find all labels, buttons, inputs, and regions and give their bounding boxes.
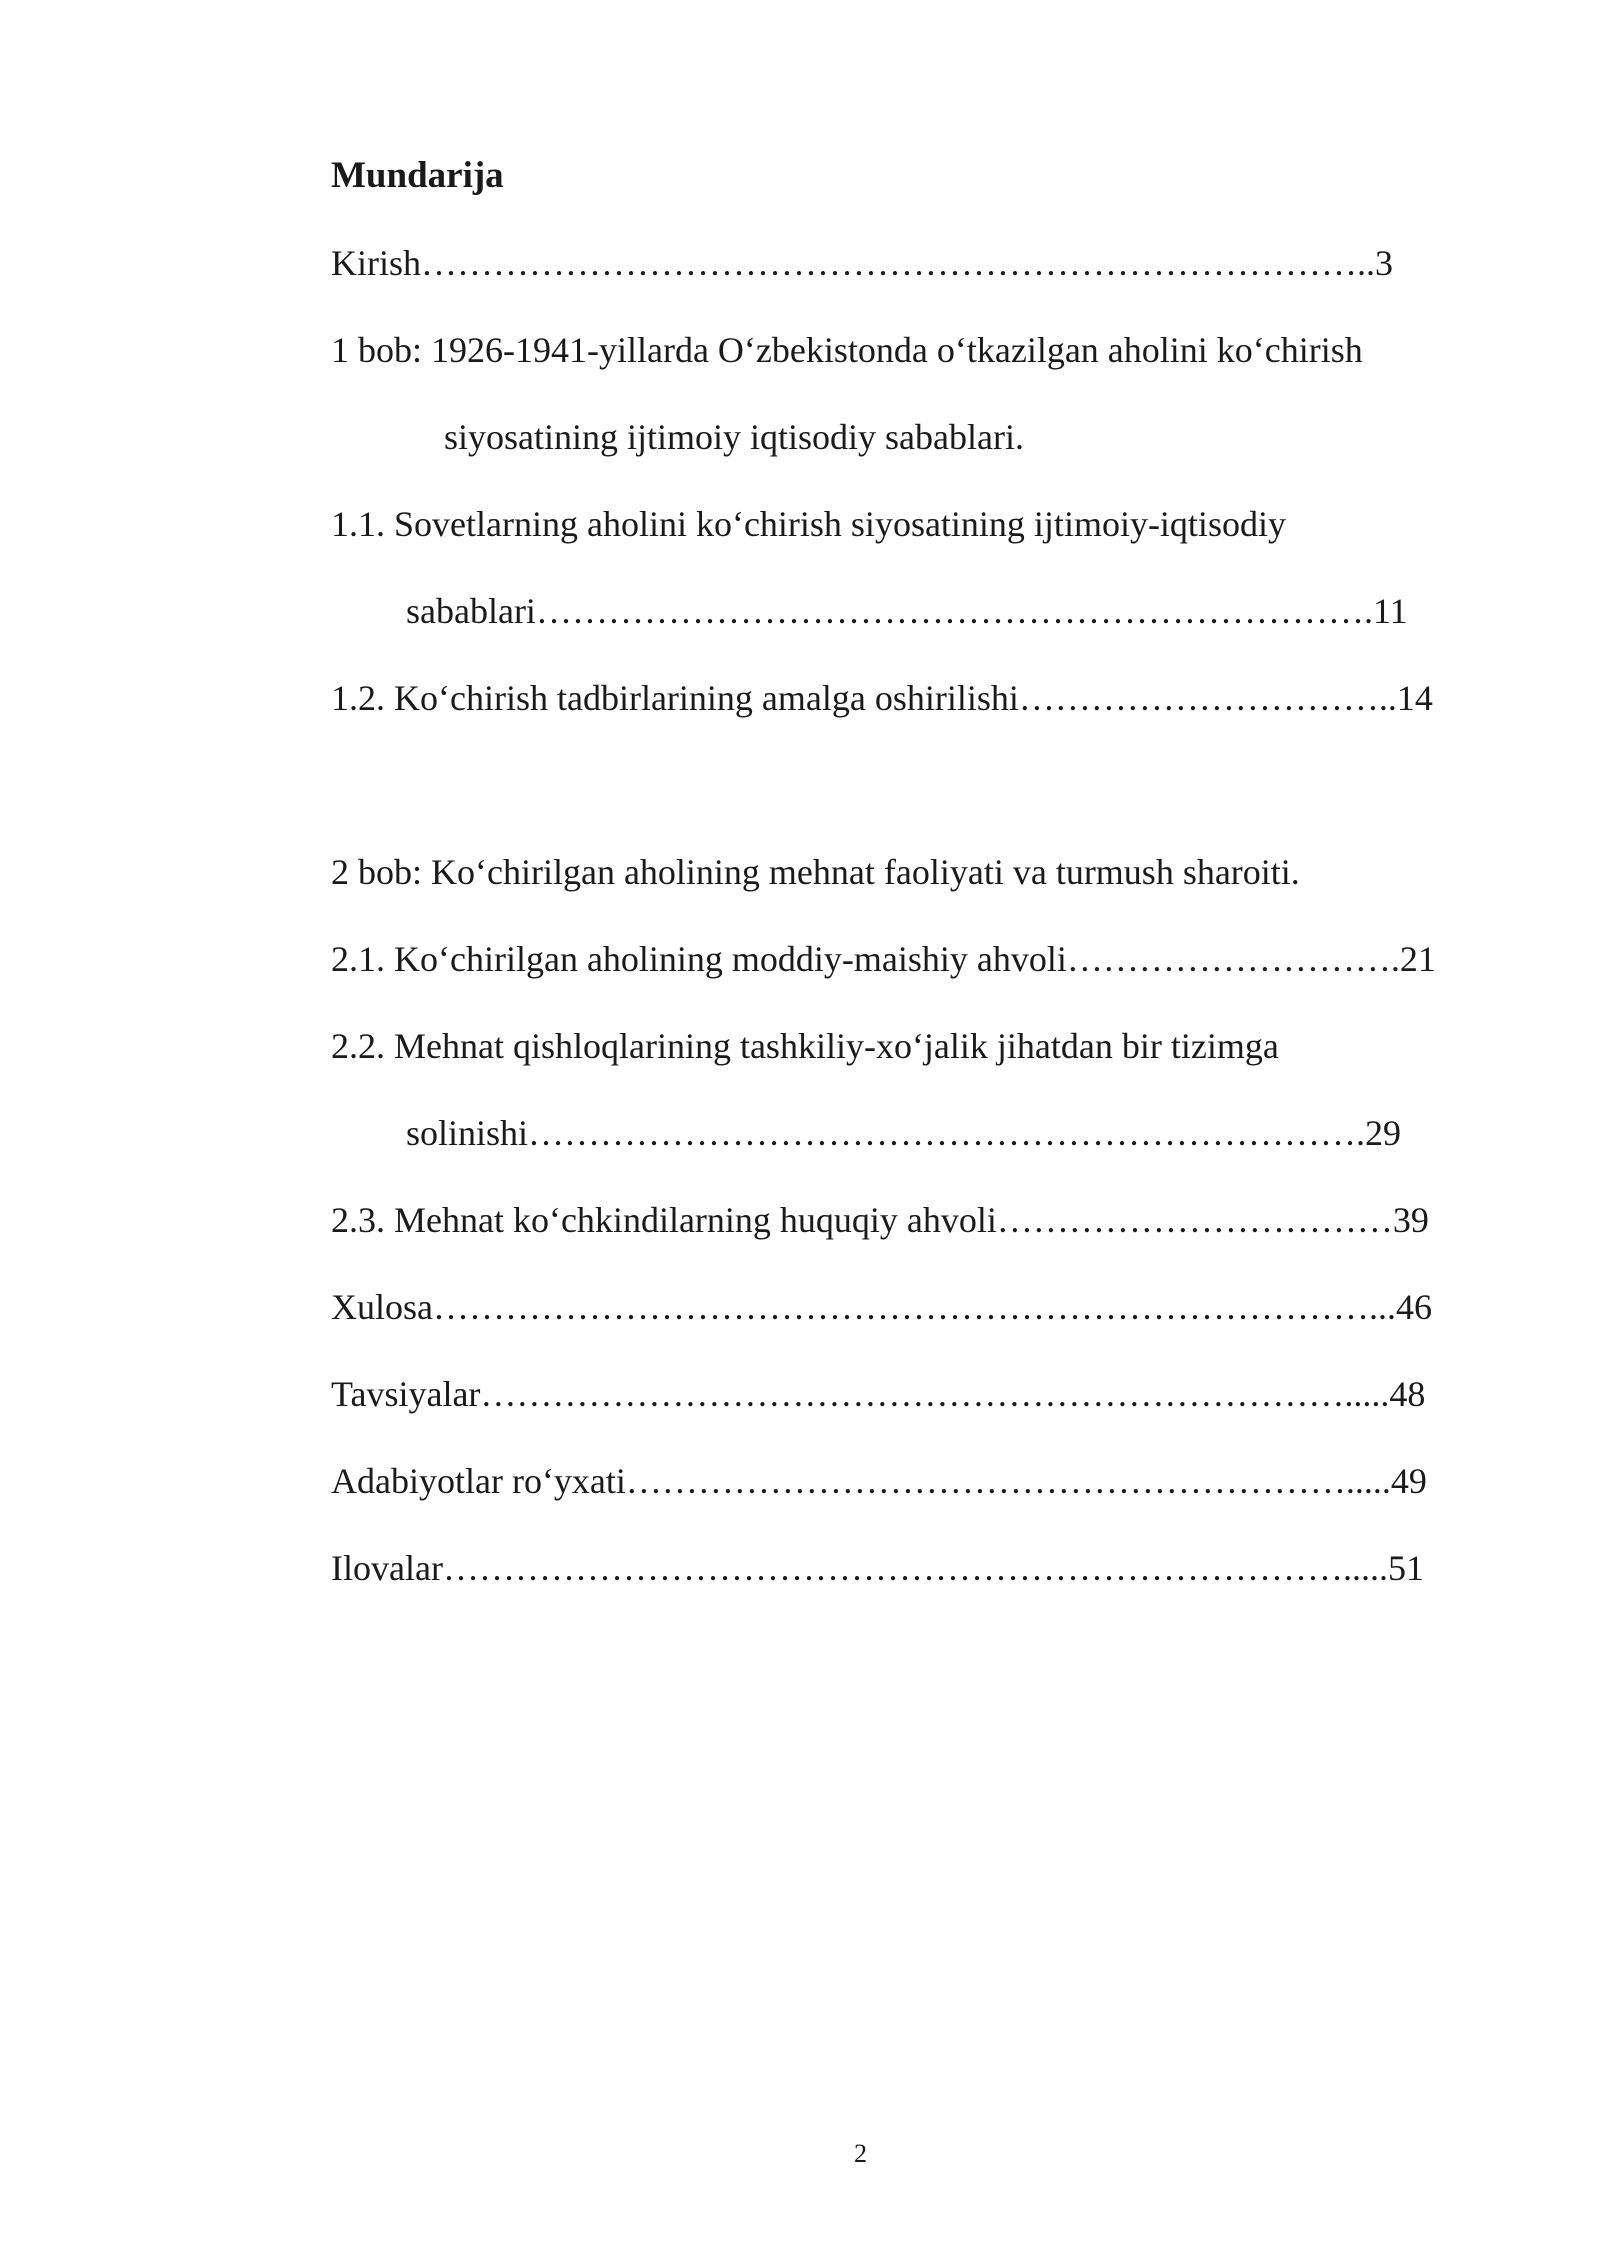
toc-entry-1-2: 1.2. Ko‘chirish tadbirlarining amalga oshirilishi…………………………..14 [331,678,1433,718]
toc-entry-chapter-2: 2 bob: Ko‘chirilgan aholining mehnat faoliyati va turmush sharoiti. [331,852,1300,892]
toc-entry-chapter-1-cont: siyosatining ijtimoiy iqtisodiy sabablari. [444,417,1024,457]
toc-entry-ilovalar: Ilovalar………………………………………………………………….....51 [331,1548,1424,1588]
toc-title: Mundarija [331,155,504,196]
toc-entry-2-1: 2.1. Ko‘chirilgan aholining moddiy-maishiy ahvoli……………………….21 [331,939,1436,979]
page-number: 2 [854,2139,867,2168]
toc-entry-2-2: 2.2. Mehnat qishloqlarining tashkiliy-xo‘jalik jihatdan bir tizimga [331,1026,1279,1066]
toc-entry-kirish: Kirish……………………………………………………………………..3 [331,243,1393,283]
toc-entry-1-1-cont: sabablari…………………………………………………………….11 [406,591,1408,631]
toc-entry-2-3: 2.3. Mehnat ko‘chkindilarning huquqiy ahvoli……………………………39 [331,1200,1429,1240]
toc-entry-1-1: 1.1. Sovetlarning aholini ko‘chirish siyosatining ijtimoiy-iqtisodiy [331,504,1286,544]
toc-entry-xulosa: Xulosa……………………………………………………………………...46 [331,1287,1432,1327]
toc-entry-chapter-1: 1 bob: 1926-1941-yillarda O‘zbekistonda o‘tkazilgan aholini ko‘chirish [331,330,1363,370]
toc-entry-tavsiyalar: Tavsiyalar……………………………………………………………….....48 [331,1374,1426,1414]
toc-entry-2-2-cont: solinishi…………………………………………………………….29 [406,1113,1402,1153]
toc-entry-adabiyotlar: Adabiyotlar ro‘yxati…………………………………………………….....49 [331,1461,1427,1501]
